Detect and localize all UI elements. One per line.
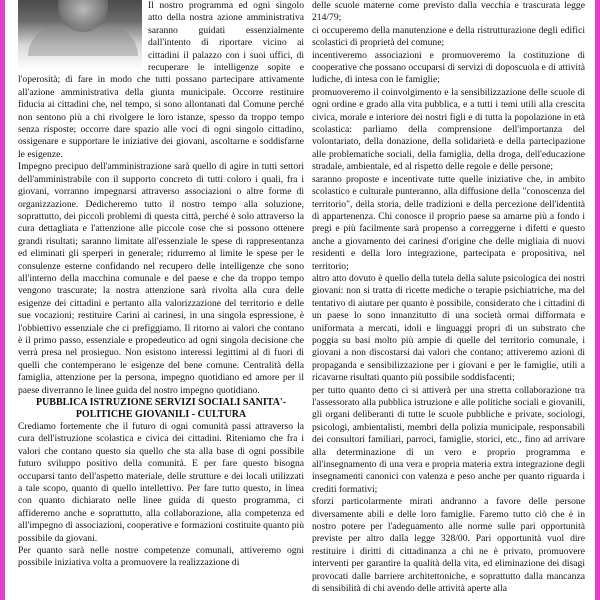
right-paragraph: sforzi particolarmente mirati andranno a favore delle persone diversamente abili e delle loro famiglie. Faremo tutto ciò che è in nostro potere per l'adeguamento alle norme sulle pari opportunità previste per altro dalla legge 328/00. Pari opportunità vuol dire restituire i diritti di cittadinanza a chi ne è privato, promuovere interventi per garantire la qualità della vita, ed eliminazione dei disagi provocati dalle barriere architettoniche, e soprattutto dalla mancanza di sensibilità di chi avendo delle attività aperte alla xyxy=(312,496,585,595)
commitment-paragraph: Impegno precipuo dell'amministrazione sarà quello di agire in tutti settori dell'amministrabile con il supporto concreto di tutti coloro i quali, fra i giovani, vorranno impegnarsi attraverso associazioni o altre forme di organizzazione. Dedicheremo tutto il nostro tempo alla soluzione, soprattutto, dei piccoli problemi di questa città, perché è solo attraverso la cura dettagliata e l'attenzione alle piccole cose che si possono ottenere grandi risultati; saranno limitate all'essenziale le spese di rappresentanza ed eliminati gli sperperi in generale; ridurremo al limite le spese per le consulenze esterne confidando nel recupero delle intelligenze che sono all'interno della macchina comunale e del paese e che da troppo tempo vengono trascurate; la nostra attenzione sarà rivolta alla cura delle esigenze dei cittadini e pertanto alla valorizzazione del territorio e delle sue vocazioni; restituire Carini ai carinesi, in una singola espressione, è l'obbiettivo essenziale che ci prefiggiamo. Il ritorno ai valori che contano è il primo passo, essenziale e propedeutico ad ogni singola decisione che verrà presa nel prosieguo. Non esistono interessi legittimi al di fuori di quelli che contemperano le esigenze del bene comune. Centralità della famiglia, attenzione per la persona, impegno quotidiano ed amore per il paese diverranno le linee guida del nostro impegno quotidiano. xyxy=(18,161,304,396)
portrait-shoulders xyxy=(28,26,138,56)
competences-paragraph: Per quanto sarà nelle nostre competenze comunali, attiveremo ogni possibile iniziativa volta a promuovere la realizzazione di xyxy=(18,545,304,569)
right-paragraph: saranno proposte e incentivate tutte quelle iniziative che, in ambito scolastico e culturale punteranno, alla diffusione della "conoscenza del territorio", della storia, delle tradizioni e della percezione dell'identità di appartenenza. Chi conosce il proprio paese sa amarne più a fondo i pregi e più facilmente sarà propenso a correggerne i difetti e questo anche a giovamento dei carinesi d'origine che delle migliaia di nuovi residenti e della loro integrazione, partecipata e propositiva, nel territorio; xyxy=(312,173,585,272)
right-paragraph: incentiveremo associazioni e promuoveremo la costituzione di cooperative che possano occuparsi di servizi di doposcuola e di attività ludiche, di intesa con le famiglie; xyxy=(312,49,585,86)
right-paragraph: delle scuole materne come previsto dalla vecchia e trascurata legge 214/79; xyxy=(312,0,585,24)
right-paragraph: per tutto quanto detto ci si attiverà per una stretta collaborazione tra l'assessorato alla pubblica istruzione e alle politiche sociali e giovanili, gli organi deliberanti di tutte le scuole pubbliche e private, sociologi, psicologi, ambientalisti, membri della polizia municipale, responsabili dei consultori familiari, parroci, famiglie, storici, etc., fino ad arrivare alla determinazione di un vero e proprio programma e all'insegnamento di una vera e propria materia extra integrazione degli insegnamenti canonici con valenza e peso anche per quanto riguarda i crediti formativi; xyxy=(312,384,585,495)
left-column xyxy=(18,0,304,600)
right-border xyxy=(595,0,600,600)
section-heading-line2: POLITICHE GIOVANILI - CULTURA xyxy=(75,409,247,420)
left-border xyxy=(0,0,5,600)
right-column xyxy=(312,0,585,600)
section-heading-line1: PUBBLICA ISTRUZIONE SERVIZI SOCIALI SANITA'- xyxy=(35,397,287,408)
right-paragraph: promuoveremo il coinvolgimento e la sensibilizzazione delle scuole di ogni ordine e grado alla vita pubblica, e a tutti i temi utili alla crescita civica, morale e interiore dei nostri figli e di tutta la popolazione in età scolastica: parliamo della comprensione dell'importanza del volontariato, della donazione, della solidarietà e della partecipazione alle problematiche sociali, della famiglia, della droga, dell'educazione stradale, ambientale, ed al rispetto delle regole e delle persone; xyxy=(312,86,585,173)
portrait-photo xyxy=(18,0,142,70)
education-paragraph: Crediamo fortemente che il futuro di ogni comunità passi attraverso la cura dell'istruzione scolastica e civica dei cittadini. Riteniamo che fra i valori che contano questo sia quello che sta alla base di ogni possibile futuro sviluppo positivo della comunità. E per fare questo bisogna occuparsi tanto dell'aspetto materiale, delle strutture e dei locali utilizzati a tale scopo, quanto di quello intellettivo. Per fare tutto questo, in linea con quanto dichiarato nelle linee guida di questo programma, ci affideremo anche e soprattutto, alla collaborazione, alla competenza ed all'impegno di associazioni, cooperative e formazioni costituite quanto più possibile da giovani. xyxy=(18,421,304,544)
right-paragraph: ci occuperemo della manutenzione e della ristrutturazione degli edifici scolastici di proprietà del comune; xyxy=(312,24,585,49)
right-paragraph: altro atto dovuto è quello della tutela della salute psicologica dei nostri giovani: non si tratta di ricette mediche o terapie psichiatriche, ma del tentativo di aiutare per quanto è possibile, considerato che i cittadini di un paese lo sono innanzitutto di una società ormai difformata e uniformata a mercati, idoli e linguaggi propri di un substrato che poggia su basi molto più ampie di quelle del territorio comunale, i giovani a non discostarsi dai valori che contano; attiveremo azioni di propaganda e sensibilizzazione per i giovani e per le famiglie, utili a ricavarne risultati quanto più possibile soddisfacenti; xyxy=(312,272,585,384)
intro-paragraph: Il nostro programma ed ogni singolo atto della nostra azione amministrativa saranno guidati essenzialmente dall'intento di riportare vicino ai cittadini il palazzo con i suoi uffici, di recuperare le intelligenze sopite e l'operosità; di fare in modo che tutti possano partecipare attivamente all'azione amministrativa della giunta municipale. Occorre restituire fiducia ai cittadini che, nel tempo, si sono allontanati dal Comune perché non sentono più a chi rivolgere le loro istanze, spesso da troppo tempo senza risposte; occorre dare spazio alle voci di ogni singolo cittadino, ossigenare e supportare le iniziative dei giovani, ascoltarne e soddisfarne le esigenze. xyxy=(18,0,304,160)
